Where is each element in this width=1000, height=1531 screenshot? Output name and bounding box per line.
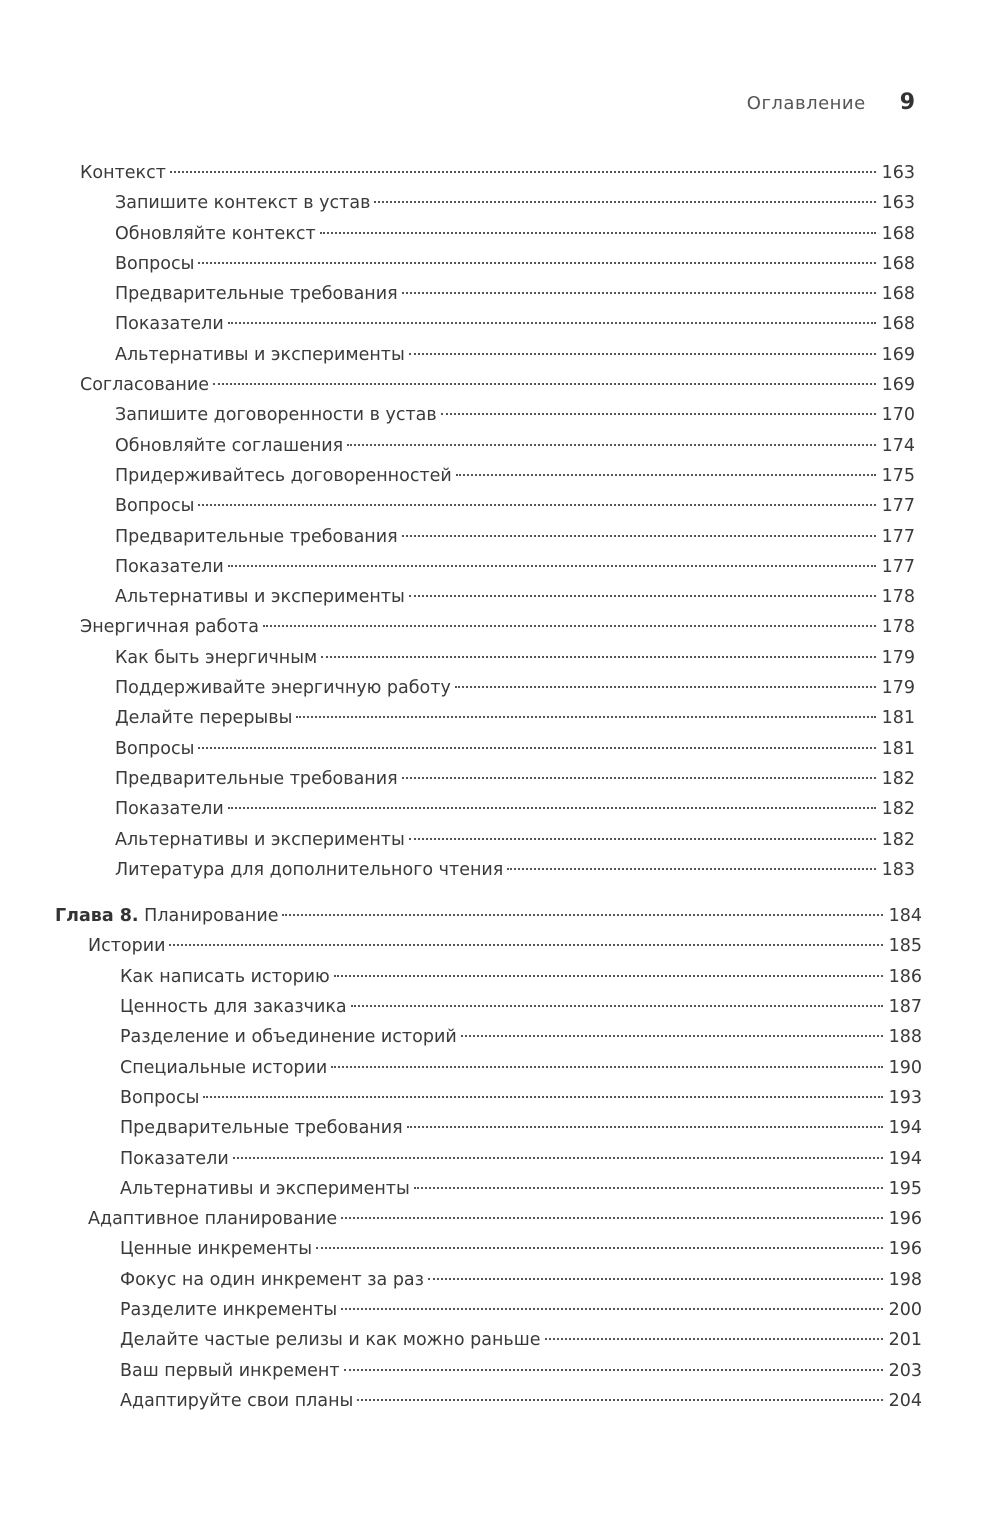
chapter-title: Планирование [144, 906, 279, 927]
toc-subsection-entry[interactable] [0, 1053, 1000, 1083]
toc-entry-page: 163 [881, 193, 915, 214]
toc-section-entry[interactable] [0, 931, 1000, 961]
toc-entry-label: Поддерживайте энергичную работу [115, 678, 451, 699]
dot-leader [461, 1035, 883, 1037]
toc-subsection-entry[interactable] [0, 582, 1000, 612]
dot-leader [428, 1278, 883, 1280]
dot-leader [407, 1126, 883, 1128]
toc-entry-page: 181 [881, 738, 915, 759]
dot-leader [402, 535, 876, 537]
toc-subsection-entry[interactable] [0, 552, 1000, 582]
toc-entry-page: 196 [888, 1239, 922, 1260]
running-head [747, 90, 915, 115]
toc-section-entry[interactable] [0, 158, 1000, 188]
toc-entry-page: 169 [881, 344, 915, 365]
toc-subsection-entry[interactable] [0, 522, 1000, 552]
toc-entry-page: 168 [881, 284, 915, 305]
toc-entry-page: 163 [881, 163, 915, 183]
toc-subsection-entry[interactable] [0, 1174, 1000, 1204]
toc-entry-label: Предварительные требования [115, 768, 398, 789]
toc-entry-page: 188 [888, 1027, 922, 1048]
toc-subsection-entry[interactable] [0, 1113, 1000, 1143]
toc-entry-label: Альтернативы и эксперименты [115, 344, 405, 365]
toc-entry-page: 168 [881, 253, 915, 274]
dot-leader [170, 171, 876, 173]
toc-entry-page: 182 [881, 768, 915, 789]
toc-entry-page: 183 [881, 859, 915, 880]
toc-entry-page: 168 [881, 314, 915, 335]
toc-entry-page: 196 [888, 1209, 922, 1230]
dot-leader [334, 975, 883, 977]
dot-leader [357, 1399, 883, 1401]
toc-entry-page: 170 [881, 405, 915, 426]
toc-chapter-8 [0, 901, 1000, 1416]
toc-entry-page: 177 [881, 496, 915, 517]
dot-leader [347, 444, 876, 446]
dot-leader [228, 807, 876, 809]
dot-leader [341, 1217, 883, 1219]
toc-entry-label: Вопросы [120, 1087, 200, 1108]
toc-entry-label: Альтернативы и эксперименты [120, 1178, 410, 1199]
toc-entry-page: 174 [881, 435, 915, 456]
toc-subsection-entry[interactable] [0, 340, 1000, 370]
toc-subsection-entry[interactable] [0, 1144, 1000, 1174]
toc-subsection-entry[interactable] [0, 1265, 1000, 1295]
toc-entry-label: Литература для дополнительного чтения [115, 859, 504, 880]
toc-entry-label: Как быть энергичным [115, 647, 318, 668]
toc-entry-page: 185 [888, 936, 922, 957]
toc-entry-label: Альтернативы и эксперименты [115, 829, 405, 850]
toc-entry-label: Делайте перерывы [115, 708, 293, 729]
toc-entry-label: Альтернативы и эксперименты [115, 587, 405, 608]
running-head-title: Оглавление [746, 93, 866, 114]
toc-subsection-entry[interactable] [0, 734, 1000, 764]
toc-subsection-entry[interactable] [0, 643, 1000, 673]
toc-subsection-entry[interactable] [0, 431, 1000, 461]
dot-leader [203, 1096, 883, 1098]
toc-subsection-entry[interactable] [0, 825, 1000, 855]
toc-entry-page: 168 [881, 223, 915, 244]
toc-entry-label: Контекст [80, 163, 166, 183]
toc-entry-page: 195 [888, 1178, 922, 1199]
toc-entry-label: Согласование [80, 375, 209, 396]
toc-entry-label: Предварительные требования [115, 284, 398, 305]
toc-entry-page: 178 [881, 587, 915, 608]
toc-entry-page: 201 [888, 1330, 922, 1351]
toc-section-entry[interactable] [0, 1204, 1000, 1234]
toc-entry-label: Разделение и объединение историй [120, 1027, 457, 1048]
toc-subsection-entry[interactable] [0, 855, 1000, 885]
dot-leader [228, 565, 876, 567]
toc-section-entry[interactable] [0, 612, 1000, 642]
toc-entry-label: Запишите договоренности в устав [115, 405, 437, 426]
dot-leader [321, 656, 876, 658]
toc-entry-label: Энергичная работа [80, 617, 259, 638]
toc-subsection-entry[interactable] [0, 962, 1000, 992]
toc-entry-label: Обновляйте контекст [115, 223, 316, 244]
toc-subsection-entry[interactable] [0, 219, 1000, 249]
toc-entry-page: 204 [888, 1390, 922, 1411]
toc-entry-page: 182 [881, 829, 915, 850]
page-number: 9 [899, 90, 915, 115]
toc-subsection-entry[interactable] [0, 1083, 1000, 1113]
toc-entry-label: Показатели [115, 314, 224, 335]
toc-entry-label: Вопросы [115, 253, 195, 274]
toc-entry-page: 187 [888, 997, 922, 1018]
toc-entry-page: 200 [888, 1299, 922, 1320]
toc-entry-label: Ценные инкременты [120, 1239, 313, 1260]
toc-entry-label: Обновляйте соглашения [115, 435, 344, 456]
toc-subsection-entry[interactable] [0, 279, 1000, 309]
toc-subsection-entry[interactable] [0, 1386, 1000, 1416]
toc-subsection-entry[interactable] [0, 400, 1000, 430]
toc-subsection-entry[interactable] [0, 1356, 1000, 1386]
dot-leader [402, 777, 876, 779]
dot-leader [409, 838, 876, 840]
toc-entry-label: Истории [88, 936, 166, 957]
toc-subsection-entry[interactable] [0, 491, 1000, 521]
toc-entry-label: Показатели [120, 1148, 229, 1169]
toc-entry-page: 177 [881, 556, 915, 577]
dot-leader [456, 474, 876, 476]
toc-entry-page: 179 [881, 678, 915, 699]
toc-subsection-entry[interactable] [0, 461, 1000, 491]
toc-entry-label: Предварительные требования [120, 1118, 403, 1139]
dot-leader [402, 292, 876, 294]
dot-leader [409, 595, 876, 597]
toc-subsection-entry[interactable] [0, 764, 1000, 794]
toc-subsection-entry[interactable] [0, 1234, 1000, 1264]
toc-entry-label: Специальные истории [120, 1057, 328, 1078]
toc-subsection-entry[interactable] [0, 673, 1000, 703]
toc-entry-page: 181 [881, 708, 915, 729]
toc-subsection-entry[interactable] [0, 1325, 1000, 1355]
dot-leader [320, 232, 876, 234]
toc-entry-label: Показатели [115, 556, 224, 577]
toc-entry-page: 169 [881, 375, 915, 396]
dot-leader [331, 1066, 883, 1068]
dot-leader [351, 1005, 883, 1007]
toc-entry-page: 177 [881, 526, 915, 547]
toc-section-context-alignment-energy [0, 158, 1000, 885]
toc-subsection-entry[interactable] [0, 794, 1000, 824]
chapter-number: Глава 8. [55, 906, 139, 927]
toc-entry-label [55, 901, 280, 931]
toc-entry-label: Адаптивное планирование [88, 1209, 338, 1230]
dot-leader [198, 262, 876, 264]
dot-leader [344, 1369, 883, 1371]
dot-leader [374, 201, 876, 203]
dot-leader [409, 353, 876, 355]
dot-leader [233, 1157, 883, 1159]
dot-leader [228, 322, 876, 324]
toc-entry-page: 190 [888, 1057, 922, 1078]
toc-subsection-entry[interactable] [0, 1022, 1000, 1052]
toc-entry-page: 193 [888, 1087, 922, 1108]
toc-entry-label: Предварительные требования [115, 526, 398, 547]
toc-entry-label: Разделите инкременты [120, 1299, 338, 1320]
dot-leader [198, 504, 876, 506]
toc-entry-label: Показатели [115, 799, 224, 820]
toc-entry-page: 203 [888, 1360, 922, 1381]
toc-entry-label: Придерживайтесь договоренностей [115, 465, 452, 486]
toc-subsection-entry[interactable] [0, 1295, 1000, 1325]
dot-leader [441, 413, 876, 415]
dot-leader [169, 944, 883, 946]
dot-leader [213, 383, 876, 385]
dot-leader [263, 625, 876, 627]
toc-entry-label: Как написать историю [120, 966, 330, 987]
toc-entry-label: Вопросы [115, 738, 195, 759]
toc-entry-page: 194 [888, 1148, 922, 1169]
toc-entry-label: Запишите контекст в устав [115, 193, 371, 214]
toc-chapter-heading[interactable] [0, 901, 1000, 931]
dot-leader [545, 1338, 883, 1340]
dot-leader [455, 686, 876, 688]
toc-subsection-entry[interactable] [0, 309, 1000, 339]
toc-entry-page: 182 [881, 799, 915, 820]
toc-entry-label: Ваш первый инкремент [120, 1360, 340, 1381]
toc-entry-label: Фокус на один инкремент за раз [120, 1269, 424, 1290]
dot-leader [296, 716, 876, 718]
toc-entry-page: 194 [888, 1118, 922, 1139]
toc-entry-page: 178 [881, 617, 915, 638]
toc-entry-label: Ценность для заказчика [120, 997, 347, 1018]
toc-entry-label: Адаптируйте свои планы [120, 1390, 354, 1411]
dot-leader [198, 747, 876, 749]
dot-leader [507, 868, 876, 870]
toc-entry-page: 186 [888, 966, 922, 987]
toc-section-entry[interactable] [0, 370, 1000, 400]
dot-leader [341, 1308, 883, 1310]
toc-subsection-entry[interactable] [0, 992, 1000, 1022]
toc-entry-page: 179 [881, 647, 915, 668]
toc-entry-page: 184 [888, 906, 922, 927]
toc-subsection-entry[interactable] [0, 249, 1000, 279]
toc-entry-page: 198 [888, 1269, 922, 1290]
toc-entry-label: Вопросы [115, 496, 195, 517]
dot-leader [316, 1247, 883, 1249]
toc-entry-label: Делайте частые релизы и как можно раньше [120, 1330, 541, 1351]
dot-leader [282, 914, 883, 916]
toc-entry-page: 175 [881, 465, 915, 486]
table-of-contents [0, 158, 1000, 1416]
dot-leader [414, 1187, 883, 1189]
toc-subsection-entry[interactable] [0, 188, 1000, 218]
toc-subsection-entry[interactable] [0, 703, 1000, 733]
